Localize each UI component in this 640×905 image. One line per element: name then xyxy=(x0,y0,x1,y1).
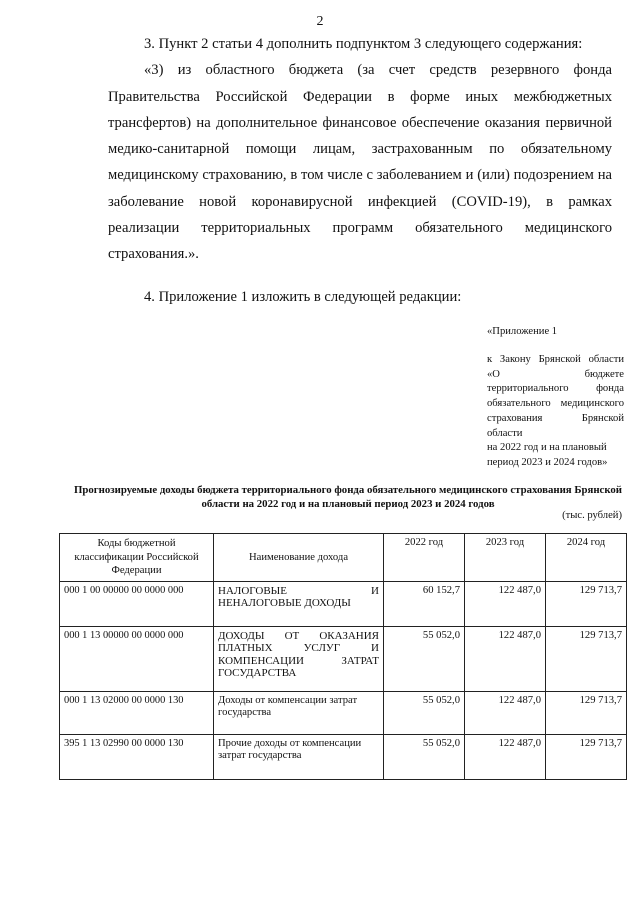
paragraph-item-3: 3. Пункт 2 статьи 4 дополнить подпунктом 3 следующего содержания: xyxy=(144,36,583,52)
row-value-2024: 129 713,7 xyxy=(546,581,627,626)
header-2024: 2024 год xyxy=(546,534,627,582)
row-code: 000 1 00 00000 00 0000 000 xyxy=(60,581,214,626)
income-table xyxy=(59,533,627,780)
row-code: 000 1 13 00000 00 0000 000 xyxy=(60,626,214,691)
page-number: 2 xyxy=(316,14,324,29)
paragraph-item-4: 4. Приложение 1 изложить в следующей редакции: xyxy=(144,289,462,305)
row-value-2023: 122 487,0 xyxy=(465,734,546,779)
appendix-reference xyxy=(487,353,624,471)
units-label: (тыс. рублей) xyxy=(562,510,622,521)
row-value-2024: 129 713,7 xyxy=(546,626,627,691)
row-code: 000 1 13 02000 00 0000 130 xyxy=(60,691,214,734)
header-code: Коды бюджетной классификации Российской Федерации xyxy=(60,534,214,582)
table-row xyxy=(60,581,627,626)
row-value-2022: 55 052,0 xyxy=(384,734,465,779)
row-value-2023: 122 487,0 xyxy=(465,691,546,734)
row-value-2024: 129 713,7 xyxy=(546,734,627,779)
header-2022: 2022 год xyxy=(384,534,465,582)
row-value-2023: 122 487,0 xyxy=(465,581,546,626)
header-name: Наименование дохода xyxy=(214,534,384,582)
table-row xyxy=(60,626,627,691)
table-row xyxy=(60,734,627,779)
appendix-reference-period: на 2022 год и на плановый период 2023 и 2024 годов» xyxy=(487,442,608,468)
appendix-reference-body: к Закону Брянской области «О бюджете территориального фонда обязательного медицинского страхования Брянской области xyxy=(487,354,624,439)
row-code: 395 1 13 02990 00 0000 130 xyxy=(60,734,214,779)
row-value-2023: 122 487,0 xyxy=(465,626,546,691)
appendix-title: «Приложение 1 xyxy=(487,326,558,337)
amendment-text xyxy=(108,31,612,268)
paragraph-subitem-3-text: «3) из областного бюджета (за счет средств резервного фонда Правительства Российской Федерации в форме иных межбюджетных трансфертов) на дополнительное финансовое обеспечение оказания первичной медико-санитарной помощи лицам, застрахованным по обязательному медицинскому страхованию, в том числе с заболеванием и (или) подозрением на заболевание новой коронавирусной инфекцией (COVID-19), в рамках реализации территориальных программ обязательного медицинского страхования.». xyxy=(108,62,612,263)
table-title: Прогнозируемые доходы бюджета территориального фонда обязательного медицинского страхования Брянской области на 2022 год и на плановый период 2023 и 2024 годов xyxy=(73,484,623,510)
header-2023: 2023 год xyxy=(465,534,546,582)
table-row xyxy=(60,691,627,734)
row-name: НАЛОГОВЫЕ И НЕНАЛОГОВЫЕ ДОХОДЫ xyxy=(214,581,384,626)
row-value-2022: 55 052,0 xyxy=(384,626,465,691)
row-name: Доходы от компенсации затрат государства xyxy=(214,691,384,734)
row-value-2022: 55 052,0 xyxy=(384,691,465,734)
row-name: Прочие доходы от компенсации затрат государства xyxy=(214,734,384,779)
row-value-2022: 60 152,7 xyxy=(384,581,465,626)
row-value-2024: 129 713,7 xyxy=(546,691,627,734)
row-name: ДОХОДЫ ОТ ОКАЗАНИЯ ПЛАТНЫХ УСЛУГ И КОМПЕНСАЦИИ ЗАТРАТ ГОСУДАРСТВА xyxy=(214,626,384,691)
table-header-row xyxy=(60,534,627,582)
